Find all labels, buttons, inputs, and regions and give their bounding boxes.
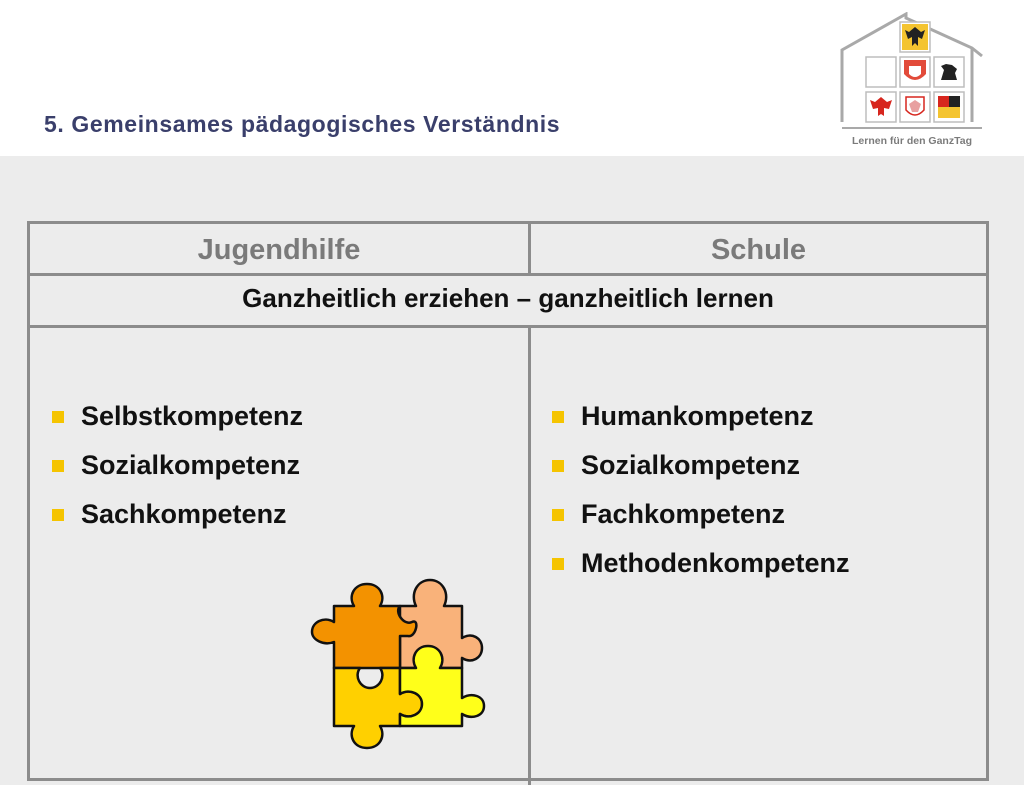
jugendhilfe-competence-list (52, 392, 303, 539)
house-logo-icon (836, 12, 986, 152)
bullet-square-icon (552, 460, 564, 472)
logo-caption: Lernen für den GanzTag (852, 135, 972, 147)
list-item: Methodenkompetenz (552, 539, 850, 588)
body-column-divider (528, 325, 531, 785)
list-item: Sachkompetenz (52, 490, 303, 539)
header-divider (30, 273, 986, 276)
list-item: Sozialkompetenz (552, 441, 850, 490)
bullet-square-icon (52, 460, 64, 472)
bullet-square-icon (552, 411, 564, 423)
bullet-square-icon (52, 411, 64, 423)
page-title: 5. Gemeinsames pädagogisches Verständnis (44, 111, 561, 137)
bullet-square-icon (552, 558, 564, 570)
list-item: Humankompetenz (552, 392, 850, 441)
header-bar (0, 0, 1024, 156)
column-header-schule: Schule (710, 234, 807, 266)
bullet-square-icon (552, 509, 564, 521)
list-item: Fachkompetenz (552, 490, 850, 539)
puzzle-pieces-icon (304, 576, 496, 766)
list-item: Selbstkompetenz (52, 392, 303, 441)
subtitle-divider (30, 325, 986, 328)
bullet-square-icon (52, 509, 64, 521)
comparison-table (27, 221, 989, 781)
table-subtitle: Ganzheitlich erziehen – ganzheitlich lernen (242, 283, 774, 313)
column-header-jugendhilfe: Jugendhilfe (197, 234, 361, 266)
schule-competence-list (552, 392, 850, 588)
list-item: Sozialkompetenz (52, 441, 303, 490)
